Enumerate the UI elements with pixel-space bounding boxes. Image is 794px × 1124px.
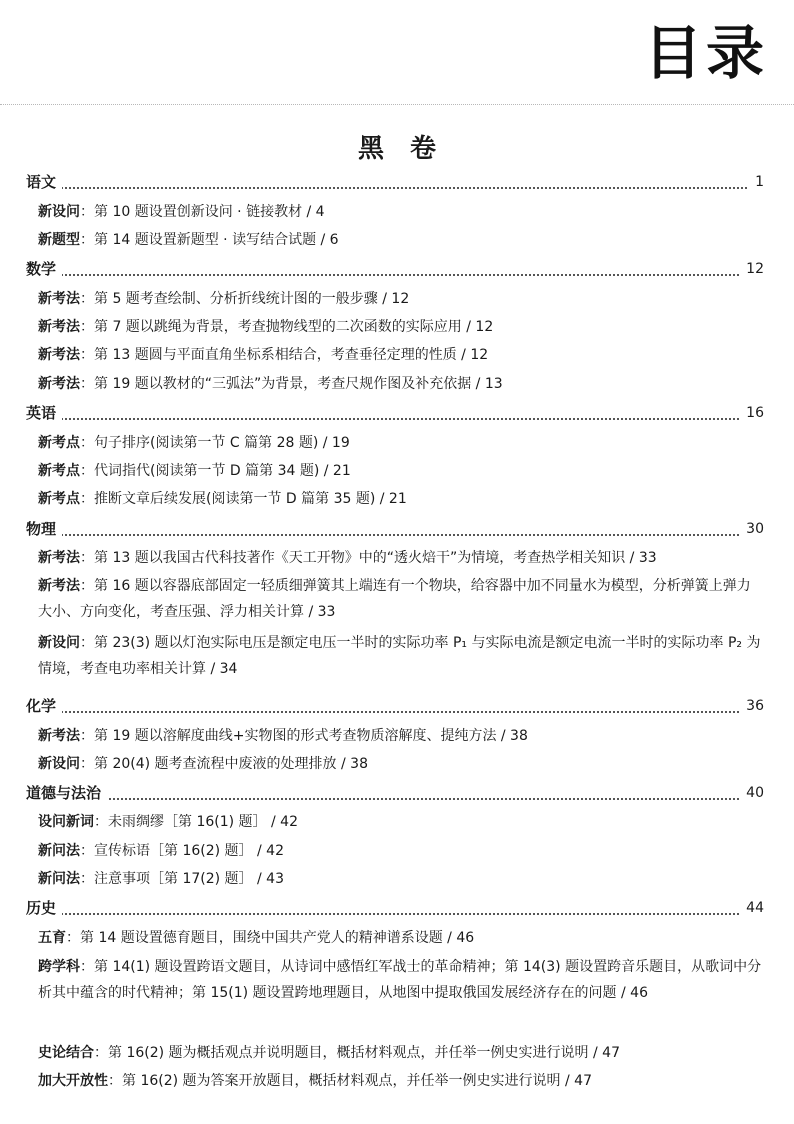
entry-tag: 新考法 bbox=[38, 319, 80, 335]
entry-tag: 新考法 bbox=[38, 578, 80, 594]
toc-entry[interactable] bbox=[38, 1040, 764, 1066]
entry-text: 第 14 题设置德育题目，围绕中国共产党人的精神谱系设题 / 46 bbox=[80, 930, 475, 946]
entry-text: 第 20(4) 题考查流程中废液的处理排放 / 38 bbox=[94, 756, 368, 772]
entry-text: 第 7 题以跳绳为背景，考查抛物线型的二次函数的实际应用 / 12 bbox=[94, 319, 494, 335]
toc-entry[interactable] bbox=[38, 838, 764, 864]
entry-colon: ： bbox=[80, 578, 94, 594]
subject-page-number: 36 bbox=[740, 693, 764, 719]
entry-text: 注意事项［第 17(2) 题］ / 43 bbox=[94, 871, 284, 887]
entry-colon: ： bbox=[80, 871, 94, 887]
subject-page-number: 1 bbox=[749, 169, 764, 195]
entry-tag: 新问法 bbox=[38, 843, 80, 859]
entry-tag: 跨学科 bbox=[38, 959, 80, 975]
dot-leader bbox=[30, 274, 762, 276]
dot-leader bbox=[30, 418, 762, 420]
subject-row[interactable] bbox=[0, 895, 794, 921]
entry-text: 推断文章后续发展(阅读第一节 D 篇第 35 题) / 21 bbox=[94, 491, 407, 507]
entry-tag: 新考点 bbox=[38, 463, 80, 479]
dot-leader bbox=[30, 913, 762, 915]
entry-colon: ： bbox=[94, 1045, 108, 1061]
toc-entry[interactable] bbox=[38, 486, 764, 512]
entry-colon: ： bbox=[80, 491, 94, 507]
entry-text: 第 13 题圆与平面直角坐标系相结合，考查垂径定理的性质 / 12 bbox=[94, 347, 489, 363]
entry-text: 第 10 题设置创新设问 · 链接教材 / 4 bbox=[94, 204, 325, 220]
toc-entry[interactable] bbox=[38, 458, 764, 484]
entry-tag: 新考法 bbox=[38, 550, 80, 566]
entry-tag: 新考法 bbox=[38, 728, 80, 744]
entry-text: 第 23(3) 题以灯泡实际电压是额定电压一半时的实际功率 P₁ 与实际电流是额定电流一半时的实际功率 P₂ 为情境，考查电功率相关计算 / 34 bbox=[38, 635, 761, 677]
subject-row[interactable] bbox=[0, 400, 794, 426]
entry-text: 代词指代(阅读第一节 D 篇第 34 题) / 21 bbox=[94, 463, 351, 479]
entry-colon: ： bbox=[80, 376, 94, 392]
subject-name: 物理 bbox=[26, 516, 62, 542]
toc-entry[interactable] bbox=[38, 314, 764, 340]
dot-leader bbox=[30, 534, 762, 536]
subject-page-number: 16 bbox=[740, 400, 764, 426]
toc-entry[interactable] bbox=[38, 342, 764, 368]
entry-colon: ： bbox=[80, 550, 94, 566]
subject-page-number: 12 bbox=[740, 256, 764, 282]
entry-tag: 新设问 bbox=[38, 756, 80, 772]
entry-colon: ： bbox=[80, 232, 94, 248]
title-divider bbox=[0, 104, 794, 105]
entry-colon: ： bbox=[108, 1073, 122, 1089]
entry-text: 第 14 题设置新题型 · 读写结合试题 / 6 bbox=[94, 232, 339, 248]
toc-entry[interactable] bbox=[38, 751, 764, 777]
subject-row[interactable] bbox=[0, 169, 794, 195]
entry-text: 第 19 题以教材的“三弧法”为背景，考查尺规作图及补充依据 / 13 bbox=[94, 376, 503, 392]
entry-colon: ： bbox=[80, 291, 94, 307]
subject-name: 历史 bbox=[26, 895, 62, 921]
entry-colon: ： bbox=[66, 930, 80, 946]
entry-tag: 新考点 bbox=[38, 491, 80, 507]
subject-name: 英语 bbox=[26, 400, 62, 426]
entry-colon: ： bbox=[80, 319, 94, 335]
toc-entry[interactable] bbox=[38, 573, 764, 625]
entry-text: 宣传标语［第 16(2) 题］ / 42 bbox=[94, 843, 284, 859]
entry-colon: ： bbox=[80, 843, 94, 859]
entry-colon: ： bbox=[80, 204, 94, 220]
subject-row[interactable] bbox=[0, 780, 794, 806]
entry-text: 第 16 题以容器底部固定一轻质细弹簧其上端连有一个物块，给容器中加不同量水为模型，分析弹簧上弹力大小、方向变化，考查压强、浮力相关计算 / 33 bbox=[38, 578, 751, 620]
entry-colon: ： bbox=[80, 435, 94, 451]
entry-colon: ： bbox=[80, 728, 94, 744]
toc-entry[interactable] bbox=[38, 227, 764, 253]
entry-tag: 史论结合 bbox=[38, 1045, 94, 1061]
subject-name: 化学 bbox=[26, 693, 62, 719]
entry-text: 未雨绸缪［第 16(1) 题］ / 42 bbox=[108, 814, 298, 830]
toc-entry[interactable] bbox=[38, 925, 764, 951]
dot-leader bbox=[30, 711, 762, 713]
page-title: 目录 bbox=[643, 19, 768, 87]
entry-tag: 新题型 bbox=[38, 232, 80, 248]
toc-entry[interactable] bbox=[38, 809, 764, 835]
entry-colon: ： bbox=[80, 959, 94, 975]
entry-text: 第 16(2) 题为答案开放题目，概括材料观点，并任举一例史实进行说明 / 47 bbox=[122, 1073, 592, 1089]
toc-entry[interactable] bbox=[38, 371, 764, 397]
subject-name: 数学 bbox=[26, 256, 62, 282]
entry-tag: 新考法 bbox=[38, 291, 80, 307]
dot-leader bbox=[30, 798, 762, 800]
subject-row[interactable] bbox=[0, 693, 794, 719]
entry-text: 第 16(2) 题为概括观点并说明题目，概括材料观点，并任举一例史实进行说明 / 47 bbox=[108, 1045, 620, 1061]
entry-colon: ： bbox=[80, 463, 94, 479]
toc-entry[interactable] bbox=[38, 630, 764, 682]
entry-text: 第 13 题以我国古代科技著作《天工开物》中的“透火焙干”为情境，考查热学相关知识 / 33 bbox=[94, 550, 657, 566]
entry-text: 句子排序(阅读第一节 C 篇第 28 题) / 19 bbox=[94, 435, 350, 451]
toc-entry[interactable] bbox=[38, 199, 764, 225]
entry-tag: 五育 bbox=[38, 930, 66, 946]
subject-row[interactable] bbox=[0, 516, 794, 542]
toc-entry[interactable] bbox=[38, 723, 764, 749]
entry-colon: ： bbox=[80, 347, 94, 363]
entry-text: 第 5 题考查绘制、分析折线统计图的一般步骤 / 12 bbox=[94, 291, 410, 307]
toc-entry[interactable] bbox=[38, 286, 764, 312]
entry-tag: 新考法 bbox=[38, 347, 80, 363]
subject-page-number: 30 bbox=[740, 516, 764, 542]
entry-text: 第 19 题以溶解度曲线+实物图的形式考查物质溶解度、提纯方法 / 38 bbox=[94, 728, 528, 744]
subject-name: 语文 bbox=[26, 169, 62, 195]
entry-tag: 新考法 bbox=[38, 376, 80, 392]
entry-colon: ： bbox=[80, 635, 94, 651]
toc-entry[interactable] bbox=[38, 545, 764, 571]
entry-tag: 新考点 bbox=[38, 435, 80, 451]
entry-text: 第 14(1) 题设置跨语文题目，从诗词中感悟红军战士的革命精神；第 14(3) 题设置跨音乐题目，从歌词中分析其中蕴含的时代精神；第 15(1) 题设置跨地理题目，从地图中提取俄国发展经济存在的问题 / 46 bbox=[38, 959, 762, 1001]
toc-entry[interactable] bbox=[38, 430, 764, 456]
entry-tag: 加大开放性 bbox=[38, 1073, 108, 1089]
toc-entry[interactable] bbox=[38, 954, 764, 1006]
entry-tag: 新问法 bbox=[38, 871, 80, 887]
toc-entry[interactable] bbox=[38, 1068, 764, 1094]
entry-colon: ： bbox=[94, 814, 108, 830]
subject-page-number: 40 bbox=[740, 780, 764, 806]
entry-tag: 设问新词 bbox=[38, 814, 94, 830]
subject-name: 道德与法治 bbox=[26, 780, 107, 806]
entry-tag: 新设问 bbox=[38, 635, 80, 651]
subject-row[interactable] bbox=[0, 256, 794, 282]
toc-entry[interactable] bbox=[38, 866, 764, 892]
dot-leader bbox=[30, 187, 762, 189]
subject-page-number: 44 bbox=[740, 895, 764, 921]
section-title: 黑卷 bbox=[357, 134, 462, 164]
entry-tag: 新设问 bbox=[38, 204, 80, 220]
entry-colon: ： bbox=[80, 756, 94, 772]
